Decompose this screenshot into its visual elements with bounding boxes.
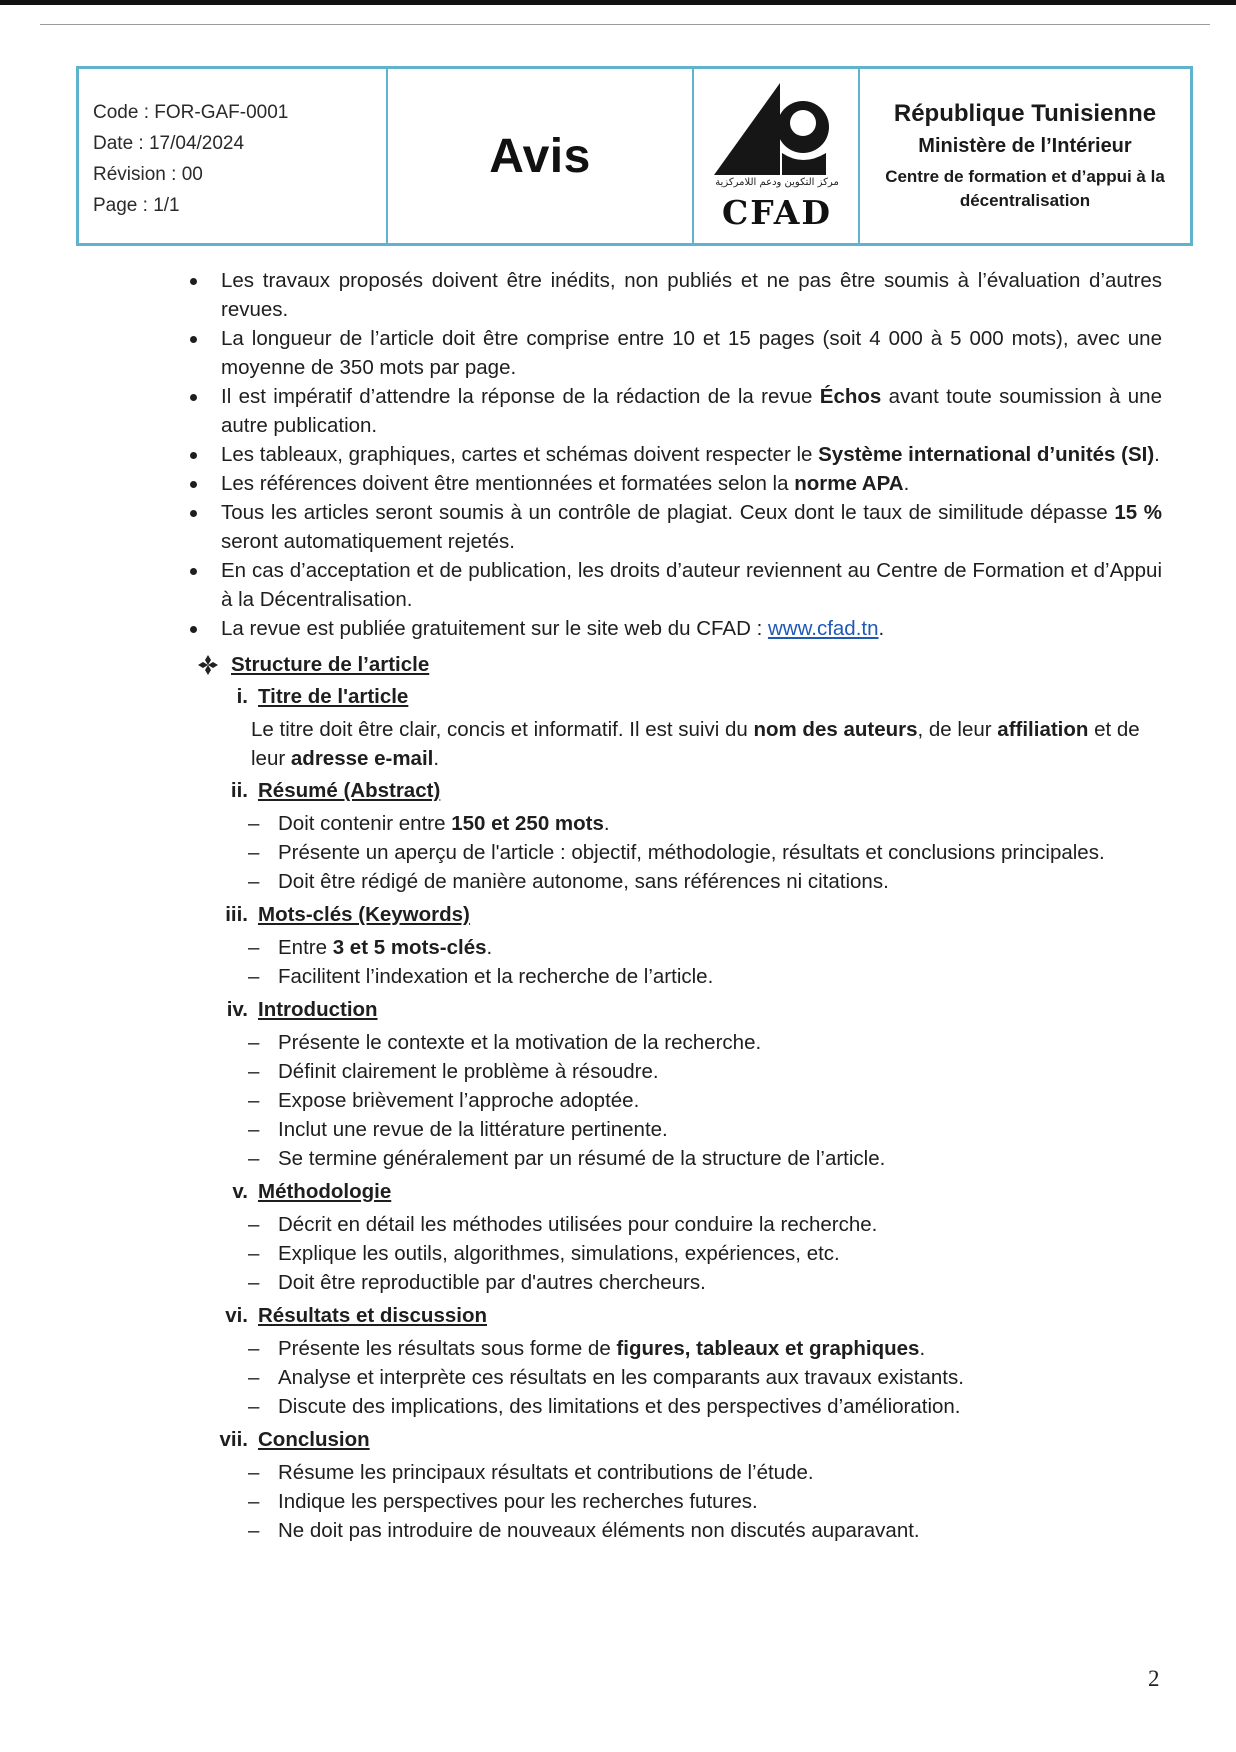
logo-wordmark: CFAD — [722, 193, 832, 232]
section-number: v. — [232, 1180, 248, 1203]
dash-marker: – — [248, 1060, 260, 1083]
section-list-item — [190, 1334, 1162, 1363]
bold-text: adresse e-mail — [290, 747, 434, 770]
text-run: seront automatiquement rejetés. — [221, 530, 515, 553]
text-run: Tous les articles seront soumis à un contrôle de plagiat. Ceux dont le taux de similitude dépasse — [221, 501, 1115, 524]
text-run: Se termine généralement par un résumé de la structure de l’article. — [278, 1147, 886, 1170]
structure-section — [190, 682, 1162, 773]
section-heading — [190, 776, 1162, 805]
section-heading — [190, 1425, 1162, 1454]
dash-marker: – — [248, 1366, 260, 1389]
section-list — [190, 1028, 1162, 1173]
section-heading — [190, 995, 1162, 1024]
section-list-item — [190, 838, 1162, 867]
header-meta — [79, 69, 388, 243]
doc-code: Code : FOR-GAF-0001 — [93, 102, 289, 123]
structure-section — [190, 1177, 1162, 1297]
org-ministry: Ministère de l’Intérieur — [918, 134, 1132, 157]
text-run: avant toute soumission à une autre publication. — [221, 385, 1162, 437]
structure-title: Structure de l’article — [231, 653, 430, 676]
text-run: Explique les outils, algorithmes, simulations, expériences, etc. — [278, 1242, 840, 1265]
section-title: Mots-clés (Keywords) — [258, 903, 470, 926]
structure-section — [190, 1425, 1162, 1545]
text-run: Facilitent l’indexation et la recherche de l’article. — [278, 965, 714, 988]
section-list-item — [190, 1115, 1162, 1144]
document-header — [76, 66, 1193, 246]
section-list-item — [190, 1363, 1162, 1392]
doc-page: Page : 1/1 — [93, 195, 180, 216]
bold-text: Système international d’unités (SI) — [818, 443, 1155, 466]
section-heading — [190, 900, 1162, 929]
text-run: . — [486, 936, 493, 959]
dash-marker: – — [248, 1242, 260, 1265]
section-list-item — [190, 1057, 1162, 1086]
dash-marker: – — [248, 1031, 260, 1054]
dash-marker: – — [248, 1395, 260, 1418]
text-run: Doit être reproductible par d'autres chercheurs. — [278, 1271, 706, 1294]
cfad-logo-icon — [712, 79, 842, 179]
text-run: Doit être rédigé de manière autonome, sans références ni citations. — [278, 870, 889, 893]
bullet-dot-icon — [190, 336, 197, 343]
bold-text: figures, tableaux et graphiques — [616, 1337, 920, 1360]
dash-marker: – — [248, 1147, 260, 1170]
bold-text: 15 % — [1114, 501, 1162, 524]
text-run: . — [433, 747, 440, 770]
requirement-item — [190, 498, 1162, 556]
text-run: Ne doit pas introduire de nouveaux éléments non discutés auparavant. — [278, 1519, 920, 1542]
dash-marker: – — [248, 1337, 260, 1360]
structure-section — [190, 776, 1162, 896]
dash-marker: – — [248, 1118, 260, 1141]
dash-marker: – — [248, 1089, 260, 1112]
requirement-item — [190, 440, 1162, 469]
text-run: En cas d’acceptation et de publication, les droits d’auteur reviennent au Centre de Formation et d’Appui à la Décentralisation. — [221, 559, 1162, 611]
dash-marker: – — [248, 965, 260, 988]
text-run: Résume les principaux résultats et contributions de l’étude. — [278, 1461, 814, 1484]
dash-marker: – — [248, 870, 260, 893]
section-title: Résultats et discussion — [258, 1304, 487, 1327]
bullet-dot-icon — [190, 510, 197, 517]
section-number: vi. — [225, 1304, 248, 1327]
dash-marker: – — [248, 1461, 260, 1484]
text-run: . — [603, 812, 610, 835]
text-run: . — [903, 472, 910, 495]
text-run: Le titre doit être clair, concis et informatif. Il est suivi du — [251, 718, 754, 741]
bullet-dot-icon — [190, 452, 197, 459]
section-number: iv. — [226, 998, 248, 1021]
website-link[interactable]: www.cfad.tn — [767, 617, 879, 640]
dash-marker: – — [248, 936, 260, 959]
bold-text: affiliation — [997, 718, 1089, 741]
requirements-list — [190, 266, 1162, 643]
section-list-item — [190, 867, 1162, 896]
requirement-item — [190, 556, 1162, 614]
section-list-item — [190, 1210, 1162, 1239]
structure-section — [190, 995, 1162, 1173]
section-title: Introduction — [258, 998, 378, 1021]
dash-marker: – — [248, 812, 260, 835]
section-list — [190, 933, 1162, 991]
text-run: Inclut une revue de la littérature pertinente. — [278, 1118, 668, 1141]
header-logo — [694, 69, 860, 243]
text-run: Les tableaux, graphiques, cartes et schémas doivent respecter le — [221, 443, 819, 466]
text-run: La revue est publiée gratuitement sur le site web du CFAD : — [221, 617, 768, 640]
document-body — [190, 266, 1162, 1549]
bullet-dot-icon — [190, 481, 197, 488]
section-list-item — [190, 1392, 1162, 1421]
section-list — [190, 1458, 1162, 1545]
requirement-item — [190, 266, 1162, 324]
dash-marker: – — [248, 841, 260, 864]
section-heading — [190, 1177, 1162, 1206]
section-list-item — [190, 1487, 1162, 1516]
scan-edge — [0, 0, 1236, 5]
structure-heading — [190, 650, 1162, 679]
text-run: Il est impératif d’attendre la réponse de la rédaction de la revue — [221, 385, 820, 408]
bold-text: 150 et 250 mots — [451, 812, 604, 835]
section-list-item — [190, 1086, 1162, 1115]
section-heading — [190, 1301, 1162, 1330]
section-list-item — [190, 809, 1162, 838]
text-run: Présente un aperçu de l'article : objectif, méthodologie, résultats et conclusions principales. — [278, 841, 1105, 864]
section-number: i. — [236, 685, 248, 708]
text-run: Analyse et interprète ces résultats en les comparants aux travaux existants. — [278, 1366, 964, 1389]
org-centre: Centre de formation et d’appui à la décentralisation — [885, 166, 1165, 210]
bullet-dot-icon — [190, 626, 197, 633]
doc-date: Date : 17/04/2024 — [93, 133, 245, 154]
requirement-item — [190, 382, 1162, 440]
section-number: vii. — [219, 1428, 248, 1451]
text-run: La longueur de l’article doit être comprise entre 10 et 15 pages (soit 4 000 à 5 000 mots), avec une moyenne de 350 mots par page. — [221, 327, 1162, 379]
requirement-item — [190, 614, 1162, 643]
text-run: . — [1154, 443, 1160, 466]
section-list-item — [190, 1268, 1162, 1297]
section-list-item — [190, 933, 1162, 962]
bold-text: norme APA — [794, 472, 904, 495]
text-run: Expose brièvement l’approche adoptée. — [278, 1089, 640, 1112]
section-list-item — [190, 1028, 1162, 1057]
section-paragraph — [190, 715, 1162, 773]
requirement-item — [190, 324, 1162, 382]
dash-marker: – — [248, 1213, 260, 1236]
structure-section — [190, 1301, 1162, 1421]
scan-line — [40, 24, 1210, 25]
bullet-dot-icon — [190, 568, 197, 575]
text-run: Définit clairement le problème à résoudre. — [278, 1060, 659, 1083]
doc-title: Avis — [489, 129, 591, 183]
page-number: 2 — [1148, 1666, 1160, 1691]
bold-text: nom des auteurs — [753, 718, 918, 741]
section-title: Résumé (Abstract) — [258, 779, 441, 802]
structure-section — [190, 900, 1162, 991]
section-heading — [190, 682, 1162, 711]
text-run: Décrit en détail les méthodes utilisées pour conduire la recherche. — [278, 1213, 878, 1236]
text-run: Présente le contexte et la motivation de la recherche. — [278, 1031, 762, 1054]
text-run: et de leur — [251, 718, 1140, 770]
section-title: Méthodologie — [258, 1180, 392, 1203]
text-run: Entre — [278, 936, 333, 959]
text-run: . — [919, 1337, 926, 1360]
bullet-dot-icon — [190, 394, 197, 401]
section-list-item — [190, 1239, 1162, 1268]
org-republic: République Tunisienne — [893, 99, 1157, 127]
bold-text: Échos — [819, 385, 882, 408]
section-number: iii. — [225, 903, 248, 926]
header-organization — [860, 69, 1190, 243]
requirement-item — [190, 469, 1162, 498]
dash-marker: – — [248, 1519, 260, 1542]
section-title: Titre de l'article — [258, 685, 409, 708]
text-run: Les travaux proposés doivent être inédits, non publiés et ne pas être soumis à l’évaluation d’autres revues. — [221, 269, 1162, 321]
header-title-cell — [388, 69, 694, 243]
dash-marker: – — [248, 1490, 260, 1513]
text-run: , de leur — [917, 718, 998, 741]
section-number: ii. — [230, 779, 248, 802]
section-list — [190, 1210, 1162, 1297]
diamond-bullet-icon — [197, 654, 219, 676]
text-run: Discute des implications, des limitations et des perspectives d’amélioration. — [278, 1395, 961, 1418]
text-run: Les références doivent être mentionnées et formatées selon la — [221, 472, 795, 495]
doc-revision: Révision : 00 — [93, 164, 203, 185]
section-title: Conclusion — [258, 1428, 370, 1451]
section-list-item — [190, 1458, 1162, 1487]
dash-marker: – — [248, 1271, 260, 1294]
section-list — [190, 809, 1162, 896]
section-list-item — [190, 962, 1162, 991]
section-list — [190, 1334, 1162, 1421]
structure-sections — [190, 682, 1162, 1545]
text-run: Doit contenir entre — [278, 812, 452, 835]
logo-arabic-text: مركز التكوين ودعم اللامركزية — [715, 177, 839, 188]
text-run: . — [878, 617, 885, 640]
section-list-item — [190, 1144, 1162, 1173]
section-list-item — [190, 1516, 1162, 1545]
text-run: Présente les résultats sous forme de — [278, 1337, 617, 1360]
text-run: Indique les perspectives pour les recherches futures. — [278, 1490, 758, 1513]
bullet-dot-icon — [190, 278, 197, 285]
bold-text: 3 et 5 mots-clés — [332, 936, 487, 959]
